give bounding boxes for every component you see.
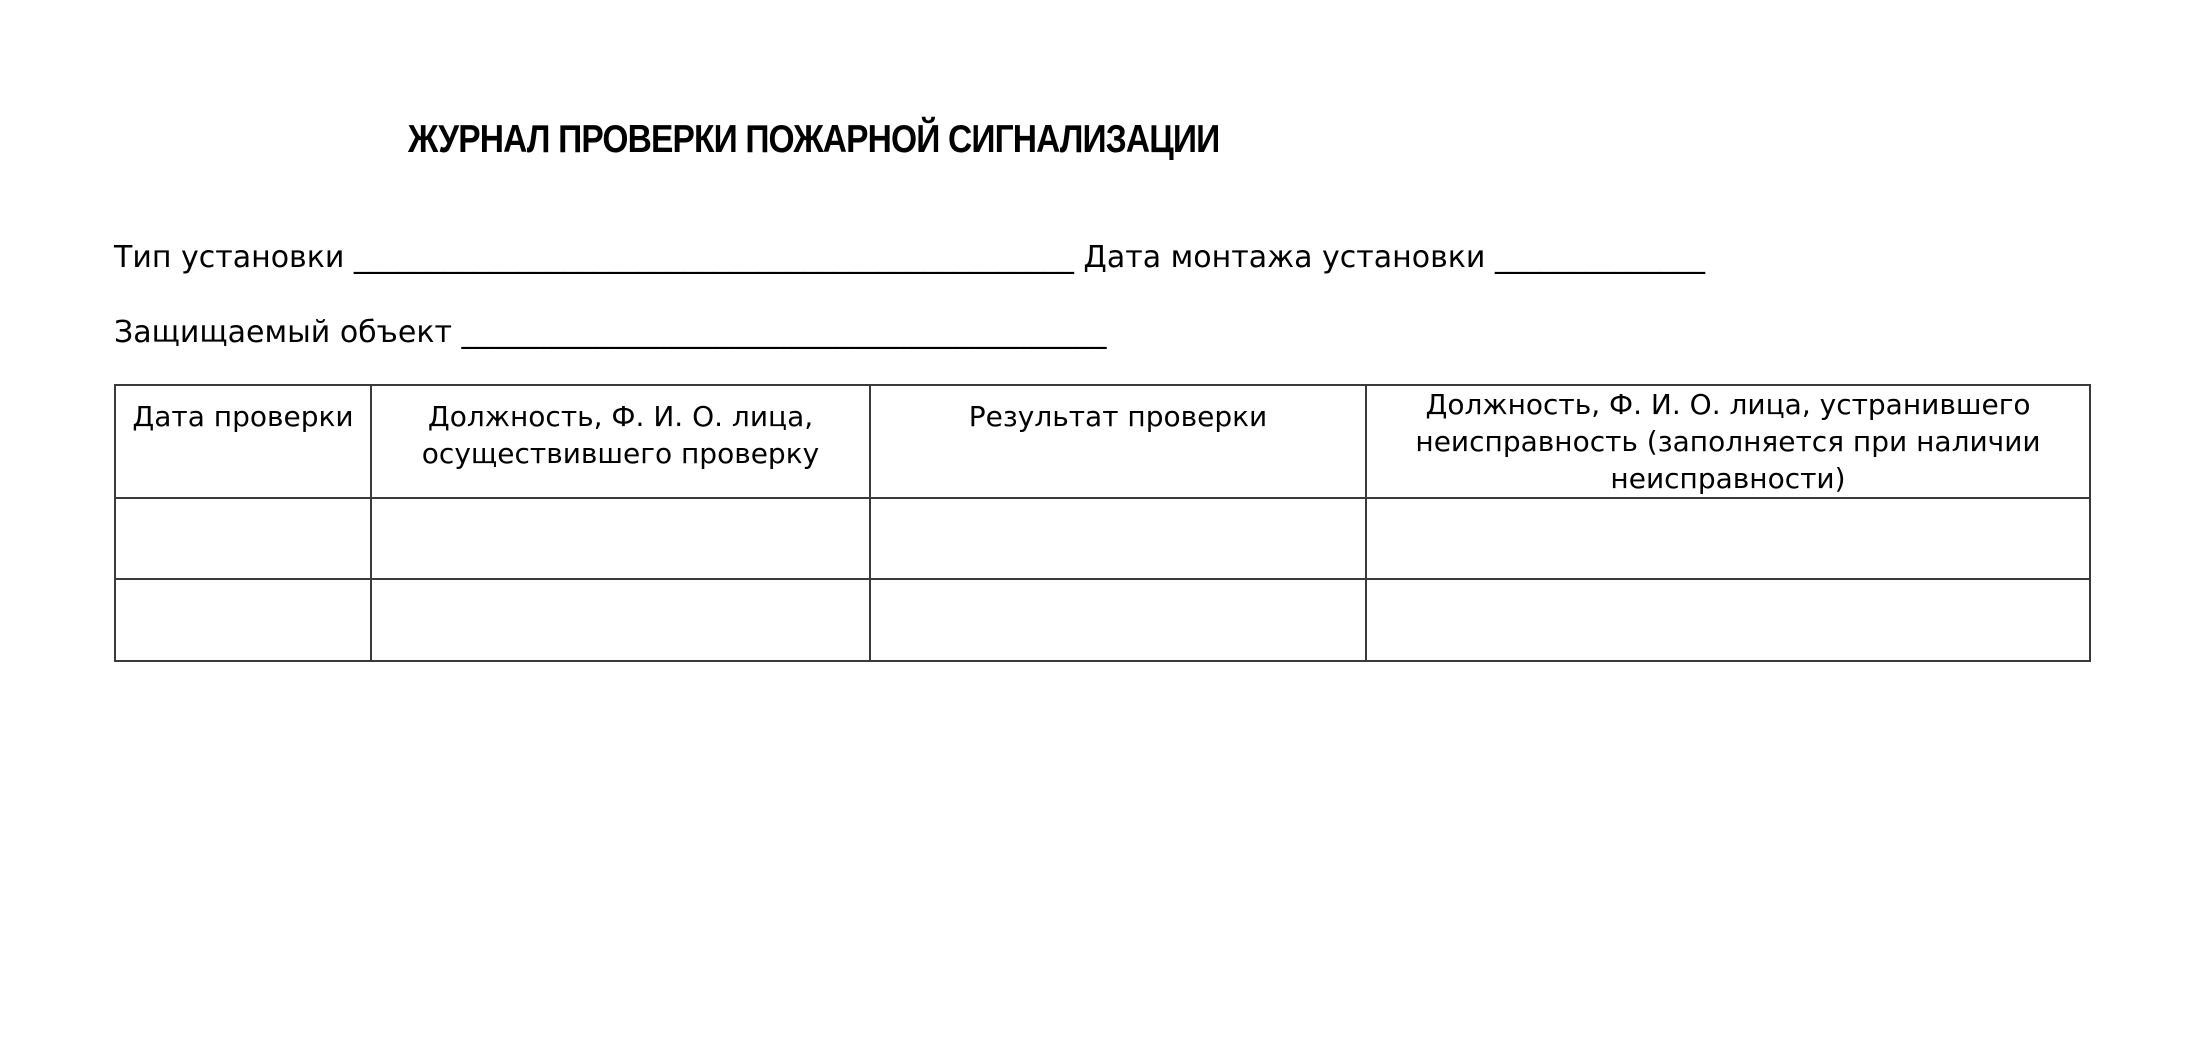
table-cell[interactable] — [870, 498, 1366, 579]
installation-type-and-date-line: Тип установки ________________________________________________ Дата монтажа установки ______________ — [114, 240, 1705, 275]
inspection-log-table — [114, 384, 2091, 662]
table-cell[interactable] — [1366, 579, 2090, 661]
document-title: ЖУРНАЛ ПРОВЕРКИ ПОЖАРНОЙ СИГНАЛИЗАЦИИ — [408, 118, 1220, 161]
table-cell[interactable] — [371, 498, 870, 579]
table-cell[interactable] — [371, 579, 870, 661]
protected-object-line: Защищаемый объект ___________________________________________ — [114, 315, 1107, 350]
table-row — [115, 498, 2090, 579]
header-fixer: Должность, Ф. И. О. лица, устранившего неисправность (заполняется при наличии неисправности) — [1366, 385, 2090, 498]
table-cell[interactable] — [870, 579, 1366, 661]
table-row — [115, 579, 2090, 661]
table-cell[interactable] — [1366, 498, 2090, 579]
header-result: Результат проверки — [870, 385, 1366, 498]
table-cell[interactable] — [115, 498, 371, 579]
table-cell[interactable] — [115, 579, 371, 661]
header-check-date: Дата проверки — [115, 385, 371, 498]
log-table-container — [114, 384, 2091, 662]
table-header-row — [115, 385, 2090, 498]
header-inspector: Должность, Ф. И. О. лица, осуществившего проверку — [371, 385, 870, 498]
